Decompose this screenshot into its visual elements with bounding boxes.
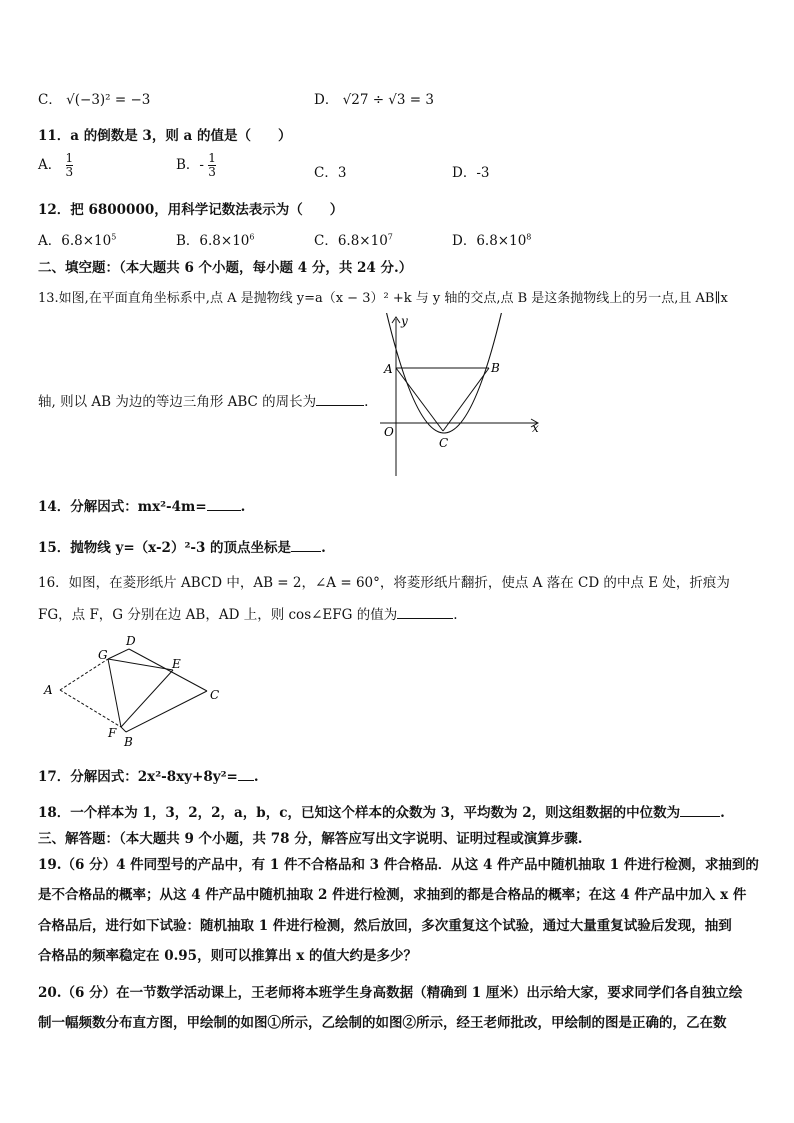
segment-ac bbox=[396, 368, 443, 431]
label-g: G bbox=[98, 648, 108, 662]
parabola bbox=[382, 313, 506, 433]
q14-text: 14．分解因式：mx²-4m= bbox=[38, 499, 207, 515]
label-c: C bbox=[210, 688, 220, 702]
q11-option-d: D．-3 bbox=[452, 165, 490, 181]
option-label: B．- bbox=[176, 157, 204, 173]
option-label: C． bbox=[38, 92, 62, 108]
label-b: B bbox=[491, 361, 500, 375]
label-e: E bbox=[172, 657, 181, 671]
q17 bbox=[38, 765, 259, 785]
exponent: 7 bbox=[387, 232, 393, 242]
q11-option-b bbox=[176, 152, 216, 179]
fraction bbox=[66, 152, 74, 179]
punctuation: . bbox=[253, 769, 259, 785]
q12-option-c bbox=[314, 229, 393, 249]
punctuation: . bbox=[240, 499, 246, 515]
option-text: A．6.8×10 bbox=[38, 233, 112, 249]
numerator: 1 bbox=[65, 151, 74, 165]
numerator: 1 bbox=[208, 151, 216, 165]
punctuation: . bbox=[720, 805, 725, 821]
label-b: B bbox=[124, 735, 133, 749]
q10-option-c bbox=[38, 88, 150, 108]
q12-option-a bbox=[38, 229, 116, 249]
option-text: D．6.8×10 bbox=[452, 233, 527, 249]
q14 bbox=[38, 495, 245, 515]
q12-option-b bbox=[176, 229, 254, 249]
exponent: 5 bbox=[111, 232, 117, 242]
fold-line-gf bbox=[108, 659, 121, 727]
q15-text: 15．抛物线 y=（x-2）²-3 的顶点坐标是 bbox=[38, 540, 292, 556]
q19-line: 是不合格品的概率；从这 4 件产品中随机抽取 2 件进行检测，求抽到的都是合格品的概率；在这 4 件产品中加入 x 件 bbox=[38, 887, 747, 903]
q16-text: FG，点 F，G 分别在边 AB，AD 上，则 cos∠EFG 的值为 bbox=[38, 607, 398, 623]
edge-dc bbox=[129, 649, 207, 691]
q11-option-a bbox=[38, 152, 73, 179]
answer-blank bbox=[680, 816, 720, 817]
exponent: 6 bbox=[249, 232, 255, 242]
edge-fb bbox=[121, 727, 126, 732]
q19-line: 19.（6 分）4 件同型号的产品中，有 1 件不合格品和 3 件合格品．从这 4 件产品中随机抽取 1 件进行检测，求抽到的 bbox=[38, 857, 759, 873]
math-expression: √27 ÷ √3 = 3 bbox=[342, 92, 434, 108]
label-a: A bbox=[44, 683, 53, 697]
edge-gd bbox=[108, 649, 129, 659]
segment-ge bbox=[108, 659, 173, 670]
section-heading-fill-in: 二、填空题：（本大题共 6 个小题，每小题 4 分，共 24 分.） bbox=[38, 260, 413, 276]
option-label: D． bbox=[314, 92, 339, 108]
fraction bbox=[208, 152, 216, 179]
answer-blank bbox=[238, 780, 254, 781]
q19-line: 合格品后，进行如下试验：随机抽取 1 件进行检测，然后放回，多次重复这个试验，通过大量重复试验后发现，抽到 bbox=[38, 918, 732, 934]
q13-text: 轴, 则以 AB 为边的等边三角形 ABC 的周长为 bbox=[38, 394, 317, 410]
answer-blank bbox=[291, 551, 321, 552]
q18 bbox=[38, 801, 725, 821]
label-y: y bbox=[401, 314, 408, 328]
label-a: A bbox=[384, 362, 393, 376]
q16-text-line2 bbox=[38, 603, 458, 623]
option-label: A． bbox=[38, 157, 62, 173]
label-c: C bbox=[439, 436, 449, 450]
q13-text-line2 bbox=[38, 390, 368, 410]
option-text: B．6.8×10 bbox=[176, 233, 250, 249]
q11-stem: 11．a 的倒数是 3，则 a 的值是（ ） bbox=[38, 128, 292, 144]
denominator: 3 bbox=[208, 165, 216, 179]
q13-parabola-figure bbox=[375, 313, 550, 478]
label-x: x bbox=[532, 421, 539, 435]
punctuation: . bbox=[321, 540, 326, 556]
answer-blank bbox=[207, 510, 241, 511]
q16-rhombus-figure bbox=[38, 632, 228, 750]
folded-edge-ag bbox=[60, 659, 108, 690]
q12-option-d bbox=[452, 229, 531, 249]
q17-text: 17．分解因式：2x²-8xy+8y²= bbox=[38, 769, 238, 785]
segment-bc bbox=[443, 368, 489, 431]
label-o: O bbox=[384, 425, 394, 439]
denominator: 3 bbox=[65, 165, 74, 179]
q15 bbox=[38, 536, 326, 556]
math-expression: √(−3)² = −3 bbox=[66, 92, 151, 108]
q10-option-d bbox=[314, 88, 434, 108]
q18-text: 18．一个样本为 1，3，2，2，a，b，c，已知这个样本的众数为 3，平均数为 2，则这组数据的中位数为 bbox=[38, 805, 681, 821]
q19-line: 合格品的频率稳定在 0.95，则可以推算出 x 的值大约是多少？ bbox=[38, 948, 418, 964]
label-d: D bbox=[126, 634, 136, 648]
q11-option-c: C．3 bbox=[314, 165, 347, 181]
q20-line: 制一幅频数分布直方图，甲绘制的如图①所示，乙绘制的如图②所示，经王老师批改，甲绘制的图是正确的，乙在数 bbox=[38, 1015, 727, 1031]
q20-line: 20.（6 分）在一节数学活动课上，王老师将本班学生身高数据（精确到 1 厘米）出示给大家，要求同学们各自独立绘 bbox=[38, 985, 743, 1001]
q12-stem: 12．把 6800000，用科学记数法表示为（ ） bbox=[38, 202, 344, 218]
answer-blank bbox=[316, 405, 364, 406]
punctuation: . bbox=[364, 394, 369, 410]
answer-blank bbox=[397, 618, 453, 619]
q16-text-line1: 16．如图，在菱形纸片 ABCD 中，AB = 2，∠A = 60°，将菱形纸片翻折，使点 A 落在 CD 的中点 E 处，折痕为 bbox=[38, 575, 730, 591]
option-text: C．6.8×10 bbox=[314, 233, 388, 249]
punctuation: . bbox=[453, 607, 458, 623]
label-f: F bbox=[108, 726, 117, 740]
folded-edge-af bbox=[60, 690, 121, 727]
exponent: 8 bbox=[526, 232, 532, 242]
edge-cb bbox=[126, 691, 207, 732]
segment-fe bbox=[121, 670, 173, 727]
section-heading-solve: 三、解答题：（本大题共 9 个小题，共 78 分，解答应写出文字说明、证明过程或演算步骤. bbox=[38, 831, 583, 847]
q13-text-line1: 13.如图,在平面直角坐标系中,点 A 是抛物线 y=a（x − 3）² +k 与 y 轴的交点,点 B 是这条抛物线上的另一点,且 AB∥x bbox=[38, 291, 728, 306]
